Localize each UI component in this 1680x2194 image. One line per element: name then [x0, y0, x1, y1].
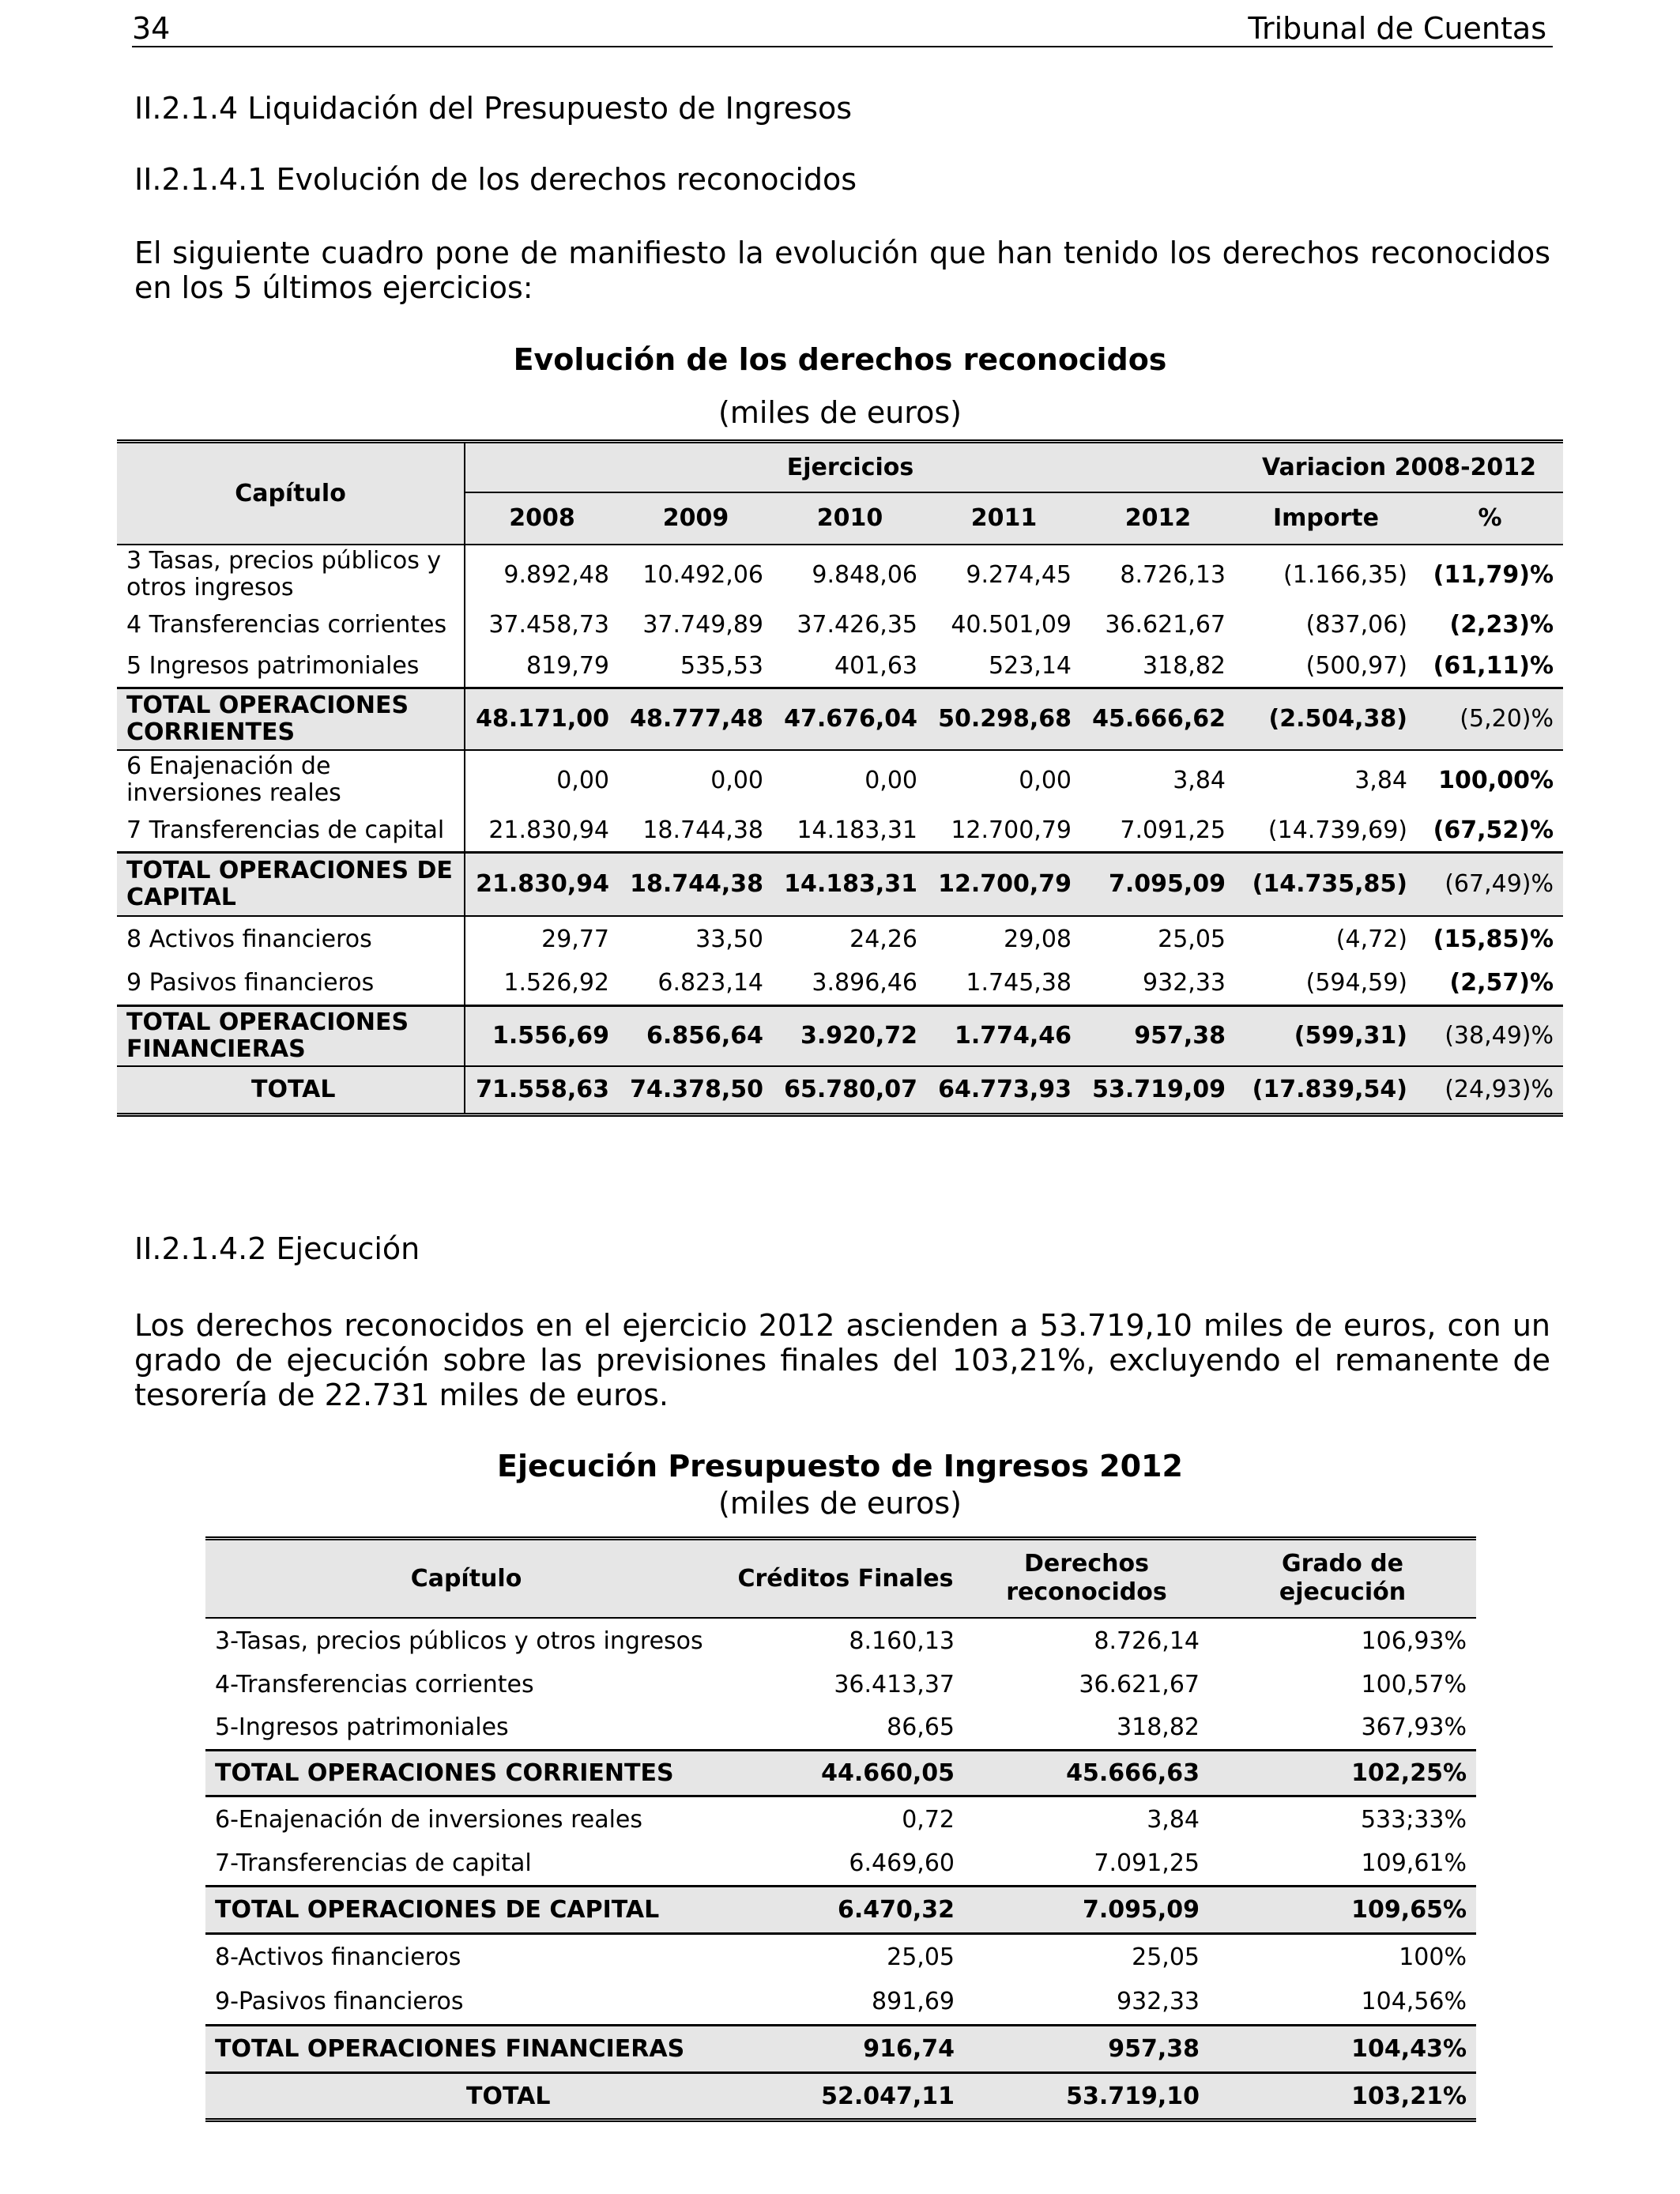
table-row-total: TOTAL OPERACIONES FINANCIERAS 916,74 957,38 104,43% — [205, 2026, 1476, 2073]
table-row: 4-Transferencias corrientes 36.413,37 36.621,67 100,57% — [215, 1671, 1467, 1698]
table-row: 7 Transferencias de capital 21.830,94 18.744,38 14.183,31 12.700,79 7.091,25 (14.739,69) (67,52)% — [117, 810, 1563, 853]
intro-paragraph: El siguiente cuadro pone de manifiesto la evolución que han tenido los derechos reconocidos en los 5 últimos ejercicios: — [134, 236, 1550, 305]
header-capitulo: Capítulo — [410, 1564, 522, 1593]
header-year: 2012 — [1081, 492, 1235, 545]
table2-subtitle: (miles de euros) — [718, 1486, 962, 1521]
table-row-total: TOTAL OPERACIONES CORRIENTES 48.171,00 48.777,48 47.676,04 50.298,68 45.666,62 (2.504,38) (5,20)% — [117, 688, 1563, 750]
header-pct: % — [1417, 492, 1563, 545]
evolution-table — [117, 439, 1563, 1117]
section-heading-1: II.2.1.4 Liquidación del Presupuesto de Ingresos — [134, 91, 853, 126]
table-row-total: TOTAL OPERACIONES FINANCIERAS 1.556,69 6.856,64 3.920,72 1.774,46 957,38 (599,31) (38,49)% — [117, 1006, 1563, 1066]
header-year: 2009 — [619, 492, 773, 545]
table-row: 8 Activos financieros 29,77 33,50 24,26 29,08 25,05 (4,72) (15,85)% — [117, 916, 1563, 962]
header-derechos: Derechos reconocidos — [1006, 1550, 1167, 1607]
table-row-total: TOTAL OPERACIONES DE CAPITAL 21.830,94 18.744,38 14.183,31 12.700,79 7.095,09 (14.735,85) (67,49)% — [117, 853, 1563, 916]
execution-table — [205, 1536, 1476, 2122]
header-capitulo: Capítulo — [117, 442, 465, 545]
section-heading-3: II.2.1.4.2 Ejecución — [134, 1231, 420, 1266]
execution-paragraph: Los derechos reconocidos en el ejercicio 2012 ascienden a 53.719,10 miles de euros, con un grado de ejecución sobre las previsiones finales del 103,21%, excluyendo el remanente de tesorería de 22.731 miles de euros. — [134, 1308, 1550, 1412]
table2-title: Ejecución Presupuesto de Ingresos 2012 — [497, 1449, 1183, 1483]
table-row-grand-total: TOTAL 52.047,11 53.719,10 103,21% — [205, 2073, 1476, 2120]
table-row: 4 Transferencias corrientes 37.458,73 37.749,89 37.426,35 40.501,09 36.621,67 (837,06) (2,23)% — [117, 605, 1563, 646]
table-row: 3-Tasas, precios públicos y otros ingresos 8.160,13 8.726,14 106,93% — [215, 1627, 1467, 1655]
table-row: 5 Ingresos patrimoniales 819,79 535,53 401,63 523,14 318,82 (500,97) (61,11)% — [117, 646, 1563, 688]
table1-subtitle: (miles de euros) — [718, 395, 962, 430]
table-row-total: TOTAL OPERACIONES DE CAPITAL 6.470,32 7.095,09 109,65% — [205, 1887, 1476, 1934]
table-row: 9-Pasivos financieros 891,69 932,33 104,56% — [205, 1980, 1476, 2026]
table-row-grand-total: TOTAL 71.558,63 74.378,50 65.780,07 64.773,93 53.719,09 (17.839,54) (24,93)% — [117, 1066, 1563, 1115]
table-row-total: TOTAL OPERACIONES CORRIENTES 44.660,05 45.666,63 102,25% — [205, 1751, 1476, 1796]
table-row: 6-Enajenación de inversiones reales 0,72 3,84 533;33% — [215, 1805, 1467, 1834]
section-heading-2: II.2.1.4.1 Evolución de los derechos reconocidos — [134, 162, 857, 197]
table1-title: Evolución de los derechos reconocidos — [513, 342, 1167, 377]
header-creditos: Créditos Finales — [737, 1564, 954, 1593]
header-year: 2010 — [773, 492, 927, 545]
page-number: 34 — [132, 11, 171, 46]
table-row: 3 Tasas, precios públicos y otros ingresos 9.892,48 10.492,06 9.848,06 9.274,45 8.726,13 (1.166,35) (11,79)% — [117, 545, 1563, 605]
header-importe: Importe — [1235, 492, 1417, 545]
header-ejercicios: Ejercicios — [465, 442, 1235, 492]
table-row: 5-Ingresos patrimoniales 86,65 318,82 367,93% — [205, 1706, 1476, 1751]
table-row: 7-Transferencias de capital 6.469,60 7.091,25 109,61% — [205, 1842, 1476, 1887]
table-row: 9 Pasivos financieros 1.526,92 6.823,14 3.896,46 1.745,38 932,33 (594,59) (2,57)% — [117, 962, 1563, 1006]
header-year: 2008 — [465, 492, 619, 545]
table-row: 8-Activos financieros 25,05 25,05 100% — [215, 1943, 1467, 1971]
table-row: 6 Enajenación de inversiones reales 0,00 0,00 0,00 0,00 3,84 3,84 100,00% — [117, 750, 1563, 810]
publisher-name: Tribunal de Cuentas — [1248, 11, 1546, 46]
header-grado: Grado de ejecución — [1279, 1550, 1407, 1607]
header-variacion: Variacion 2008-2012 — [1235, 442, 1563, 492]
header-year: 2011 — [927, 492, 1081, 545]
page-header — [132, 6, 1553, 47]
